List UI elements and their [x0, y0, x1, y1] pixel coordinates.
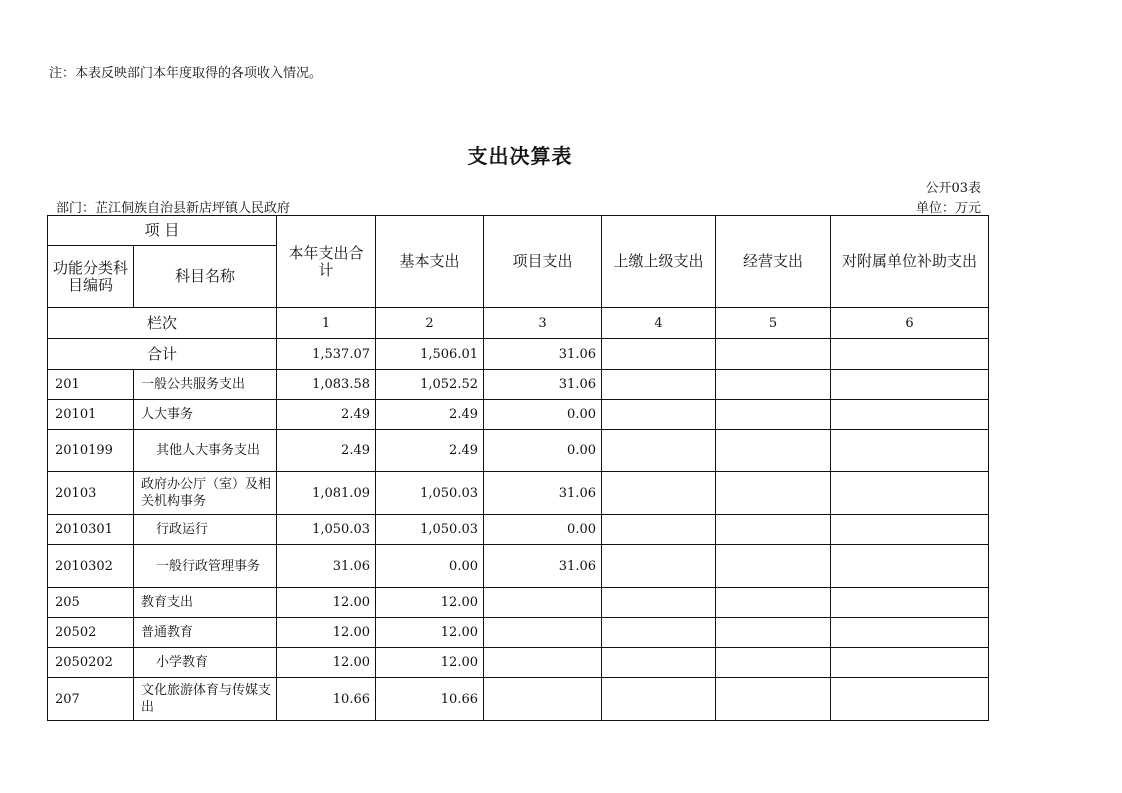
row-code: 207: [48, 678, 134, 721]
row-project: 31.06: [484, 370, 602, 400]
row-basic: 2.49: [376, 400, 484, 430]
row-subsidy: [831, 400, 989, 430]
header-total: 本年支出合计: [277, 216, 376, 308]
row-project: 0.00: [484, 430, 602, 472]
unit-label: 单位：万元: [915, 201, 981, 216]
row-subsidy: [831, 430, 989, 472]
row-subsidy: [831, 370, 989, 400]
row-total: 2.49: [277, 430, 376, 472]
row-business: [716, 515, 831, 545]
table-row: [48, 618, 989, 648]
row-basic: 12.00: [376, 588, 484, 618]
row-name: 人大事务: [134, 400, 277, 430]
header-basic: 基本支出: [376, 216, 484, 308]
row-name: 行政运行: [134, 515, 277, 545]
header-subsidy: 对附属单位补助支出: [831, 216, 989, 308]
row-name: 普通教育: [134, 618, 277, 648]
row-index-cell: 3: [484, 308, 602, 339]
row-code: 2010199: [48, 430, 134, 472]
row-code: 205: [48, 588, 134, 618]
row-basic: 12.00: [376, 648, 484, 678]
total-row-business: [716, 339, 831, 370]
row-basic: 10.66: [376, 678, 484, 721]
row-subsidy: [831, 618, 989, 648]
row-code: 20101: [48, 400, 134, 430]
header-business: 经营支出: [716, 216, 831, 308]
row-index-cell: 5: [716, 308, 831, 339]
table-row: [48, 515, 989, 545]
row-business: [716, 588, 831, 618]
row-upper: [602, 430, 716, 472]
table-row: [48, 472, 989, 515]
row-upper: [602, 472, 716, 515]
expenditure-table: [47, 215, 989, 721]
row-basic: 1,052.52: [376, 370, 484, 400]
row-business: [716, 430, 831, 472]
page-title: 支出决算表: [467, 144, 573, 168]
table-code: 公开03表: [925, 181, 981, 196]
row-project: [484, 648, 602, 678]
row-name: 教育支出: [134, 588, 277, 618]
row-subsidy: [831, 515, 989, 545]
row-project: 31.06: [484, 545, 602, 588]
row-name: 政府办公厅（室）及相关机构事务: [134, 472, 277, 515]
header-subject-name: 科目名称: [134, 246, 277, 308]
header-upper: 上缴上级支出: [602, 216, 716, 308]
row-index-label: 栏次: [48, 308, 277, 339]
table-row: [48, 400, 989, 430]
table-note: 注：本表反映部门本年度取得的各项收入情况。: [49, 66, 323, 81]
row-index-cell: 4: [602, 308, 716, 339]
row-name: 文化旅游体育与传媒支出: [134, 678, 277, 721]
table-row: [48, 588, 989, 618]
row-upper: [602, 515, 716, 545]
row-upper: [602, 648, 716, 678]
row-index-cell: 6: [831, 308, 989, 339]
total-row-label: 合计: [48, 339, 277, 370]
row-business: [716, 472, 831, 515]
row-business: [716, 618, 831, 648]
total-row-subsidy: [831, 339, 989, 370]
row-index-cell: 1: [277, 308, 376, 339]
row-total: 31.06: [277, 545, 376, 588]
row-business: [716, 370, 831, 400]
row-project: 31.06: [484, 472, 602, 515]
table-row: [48, 678, 989, 721]
header-project: 项目支出: [484, 216, 602, 308]
row-total: 1,083.58: [277, 370, 376, 400]
row-code: 20502: [48, 618, 134, 648]
row-upper: [602, 370, 716, 400]
row-upper: [602, 545, 716, 588]
row-business: [716, 678, 831, 721]
total-row-project: 31.06: [484, 339, 602, 370]
header-item: 项 目: [48, 216, 277, 246]
row-basic: 1,050.03: [376, 472, 484, 515]
row-basic: 12.00: [376, 618, 484, 648]
table-row: [48, 370, 989, 400]
row-code: 2010302: [48, 545, 134, 588]
row-basic: 2.49: [376, 430, 484, 472]
row-total: 12.00: [277, 648, 376, 678]
row-code: 2010301: [48, 515, 134, 545]
row-basic: 0.00: [376, 545, 484, 588]
row-total: 2.49: [277, 400, 376, 430]
row-name: 其他人大事务支出: [134, 430, 277, 472]
row-total: 12.00: [277, 588, 376, 618]
row-upper: [602, 400, 716, 430]
row-code: 20103: [48, 472, 134, 515]
row-name: 小学教育: [134, 648, 277, 678]
table-row: [48, 545, 989, 588]
row-code: 201: [48, 370, 134, 400]
total-row-total: 1,537.07: [277, 339, 376, 370]
row-business: [716, 648, 831, 678]
row-total: 12.00: [277, 618, 376, 648]
row-name: 一般行政管理事务: [134, 545, 277, 588]
row-project: [484, 678, 602, 721]
row-project: 0.00: [484, 400, 602, 430]
row-subsidy: [831, 648, 989, 678]
row-total: 10.66: [277, 678, 376, 721]
header-func-code: 功能分类科目编码: [48, 246, 134, 308]
row-project: 0.00: [484, 515, 602, 545]
total-row-basic: 1,506.01: [376, 339, 484, 370]
table-row: [48, 430, 989, 472]
row-index-cell: 2: [376, 308, 484, 339]
row-project: [484, 588, 602, 618]
row-upper: [602, 678, 716, 721]
row-total: 1,081.09: [277, 472, 376, 515]
row-basic: 1,050.03: [376, 515, 484, 545]
row-total: 1,050.03: [277, 515, 376, 545]
row-upper: [602, 588, 716, 618]
row-upper: [602, 618, 716, 648]
row-subsidy: [831, 545, 989, 588]
total-row-upper: [602, 339, 716, 370]
row-subsidy: [831, 472, 989, 515]
row-name: 一般公共服务支出: [134, 370, 277, 400]
row-subsidy: [831, 588, 989, 618]
row-business: [716, 400, 831, 430]
table-row: [48, 648, 989, 678]
row-business: [716, 545, 831, 588]
row-subsidy: [831, 678, 989, 721]
department-label: 部门：芷江侗族自治县新店坪镇人民政府: [56, 201, 291, 216]
row-code: 2050202: [48, 648, 134, 678]
row-project: [484, 618, 602, 648]
